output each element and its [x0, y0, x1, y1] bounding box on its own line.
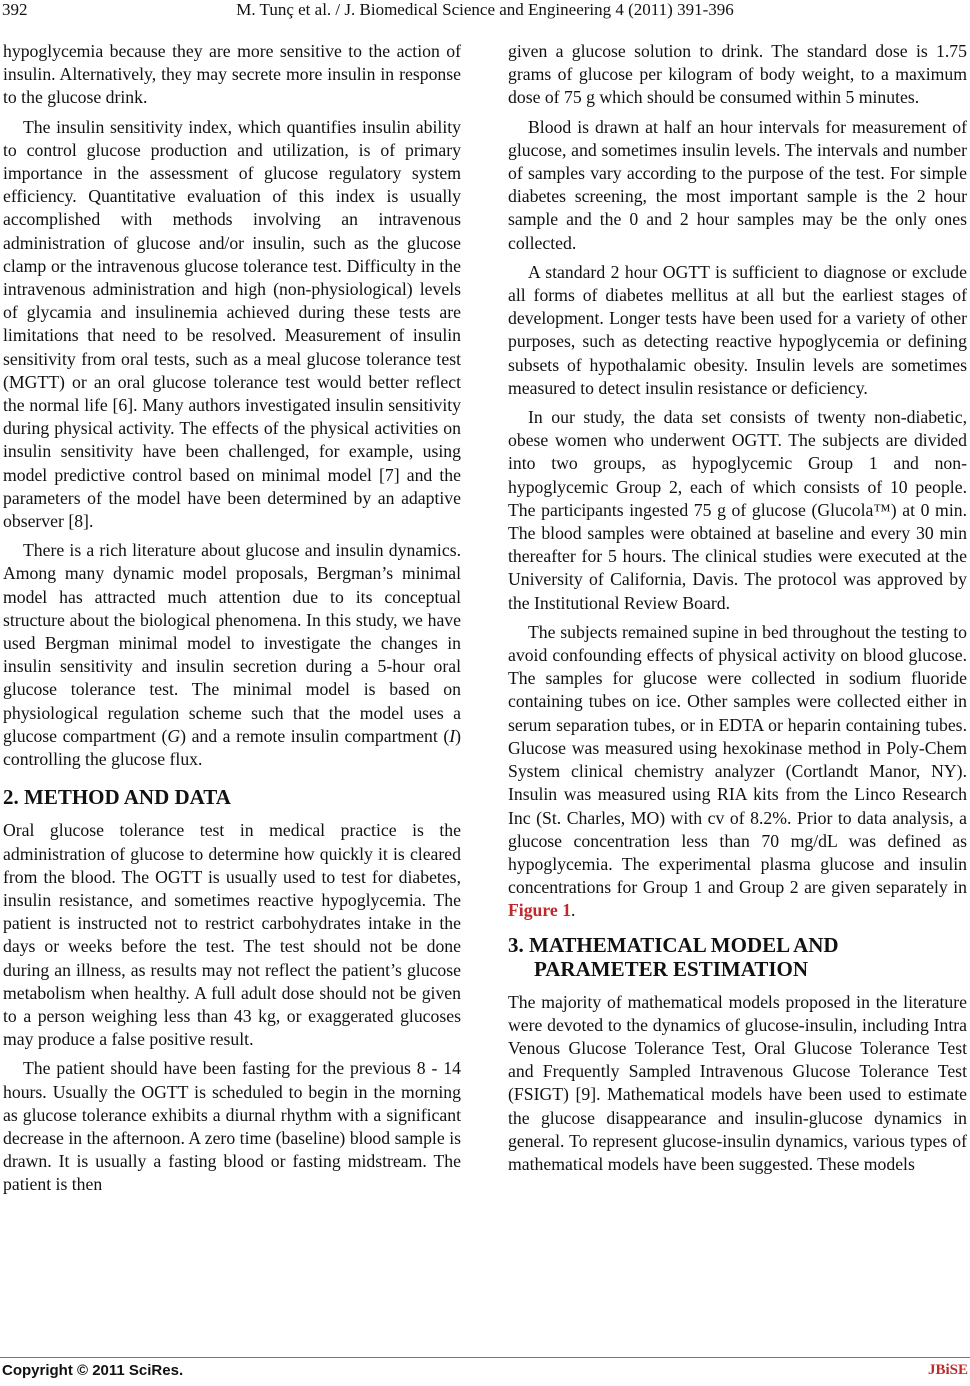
- paragraph: The subjects remained supine in bed throughout the testing to avoid confounding effects of physical activity on blood glucose. The samples for glucose were collected in sodium fluoride containing tubes on ice. Other samples were collected either in serum separation tubes, or in EDTA or heparin containing tubes. Glucose was measured using hexokinase method in Poly-Chem System clinical chemistry analyzer (Cortlandt Manor, NY). Insulin was measured using RIA kits from the Linco Research Inc (St. Charles, MO) with cv of 8.2%. Prior to data analysis, a glucose concentration less than 70 mg/dL was defined as hypoglycemia. The experimental plasma glucose and insulin concentrations for Group 1 and Group 2 are given separately in Figure 1.: [508, 621, 967, 921]
- paragraph: The majority of mathematical models proposed in the literature were devoted to the dynamics of glucose-insulin, including Intra Venous Glucose Tolerance Test, Oral Glucose Tolerance Test and Frequently Sampled Intravenous Glucose Tolerance Test (FSIGT) [9]. Mathematical models have been used to estimate the glucose disappearance and insulin-glucose dynamics in general. To represent glucose-insulin dynamics, various types of mathematical models have been suggested. These models: [508, 991, 967, 1174]
- footer-divider: [0, 1357, 970, 1358]
- paragraph: The patient should have been fasting for the previous 8 - 14 hours. Usually the OGTT is scheduled to begin in the morning as glucose tolerance exhibits a diurnal rhythm with a significant decrease in the afternoon. A zero time (baseline) blood sample is drawn. It is usually a fasting blood or fasting midstream. The patient is then: [3, 1058, 461, 1195]
- section-heading: 3. MATHEMATICAL MODEL AND PARAMETER ESTIMATION: [508, 932, 839, 981]
- journal-abbrev: JBiSE: [927, 1362, 968, 1378]
- paragraph: Oral glucose tolerance test in medical practice is the administration of glucose to determine how quickly it is cleared from the blood. The OGTT is usually used to test for diabetes, insulin resistance, and sometimes reactive hypoglycemia. The patient is instructed not to restrict carbohydrates intake in the days or weeks before the test. The test should not be done during an illness, as results may not reflect the patient’s glucose metabolism when healthy. A full adult dose should not be given to a person weighing less than 43 kg, or exaggerated glucoses may produce a false positive result.: [3, 820, 461, 1050]
- paragraph: Blood is drawn at half an hour intervals for measurement of glucose, and sometimes insulin levels. The intervals and number of samples vary according to the purpose of the test. For simple diabetes screening, the most important sample is the 2 hour sample and the 0 and 2 hour samples may be the only ones collected.: [508, 116, 967, 253]
- paragraph: In our study, the data set consists of twenty non-diabetic, obese women who underwent OGTT. The subjects are divided into two groups, as hypoglycemic Group 1 and non-hypoglycemic Group 2, each of which consists of 10 people. The participants ingested 75 g of glucose (Glucola™) at 0 min. The blood samples were obtained at baseline and every 30 min thereafter for 5 hours. The clinical studies were executed at the University of California, Davis. The protocol was approved by the Institutional Review Board.: [508, 407, 967, 613]
- running-title: M. Tunç et al. / J. Biomedical Science and Engineering 4 (2011) 391-396: [236, 0, 734, 19]
- right-column: [508, 40, 967, 1176]
- paragraph: hypoglycemia because they are more sensitive to the action of insulin. Alternatively, they may secrete more insulin in response to the glucose drink.: [3, 41, 461, 108]
- page-number: 392: [2, 0, 28, 19]
- figure-link[interactable]: Figure 1: [508, 900, 572, 921]
- paragraph: There is a rich literature about glucose and insulin dynamics. Among many dynamic model proposals, Bergman’s minimal model has attracted much attention due to its conceptual structure about the biological phenomena. In this study, we have used Bergman minimal model to investigate the changes in insulin sensitivity and insulin secretion during a 5-hour oral glucose tolerance test. The minimal model is based on physiological regulation scheme such that the model uses a glucose compartment (G) and a remote insulin compartment (I) controlling the glucose flux.: [3, 540, 461, 770]
- paragraph: A standard 2 hour OGTT is sufficient to diagnose or exclude all forms of diabetes mellitus at all but the earliest stages of development. Longer tests have been used for a variety of other purposes, such as detecting reactive hypoglycemia or defining subsets of hypothalamic obesity. Insulin levels are sometimes measured to detect insulin resistance or deficiency.: [508, 261, 967, 398]
- left-column: [3, 40, 461, 1197]
- paragraph: The insulin sensitivity index, which quantifies insulin ability to control glucose production and utilization, is of primary importance in the assessment of glucose regulatory system efficiency. Quantitative evaluation of this index is usually accomplished with methods involving an intravenous administration of glucose and/or insulin, such as the glucose clamp or the intravenous glucose tolerance test. Difficulty in the intravenous administration and high (non-physiological) levels of glycamia and insulinemia achieved during these tests are limitations that need to be resolved. Measurement of insulin sensitivity from oral tests, such as a meal glucose tolerance test (MGTT) or an oral glucose tolerance test would better reflect the normal life [6]. Many authors investigated insulin sensitivity during physical activity. The effects of the physical activities on insulin sensitivity have been challenged, for example, using model predictive control based on minimal model [7] and the parameters of the model have been determined by an adaptive observer [8].: [3, 116, 461, 532]
- copyright-notice: Copyright © 2011 SciRes.: [2, 1362, 184, 1379]
- section-heading: 2. METHOD AND DATA: [3, 785, 231, 810]
- paragraph: given a glucose solution to drink. The standard dose is 1.75 grams of glucose per kilogram of body weight, to a maximum dose of 75 g which should be consumed within 5 minutes.: [508, 41, 967, 108]
